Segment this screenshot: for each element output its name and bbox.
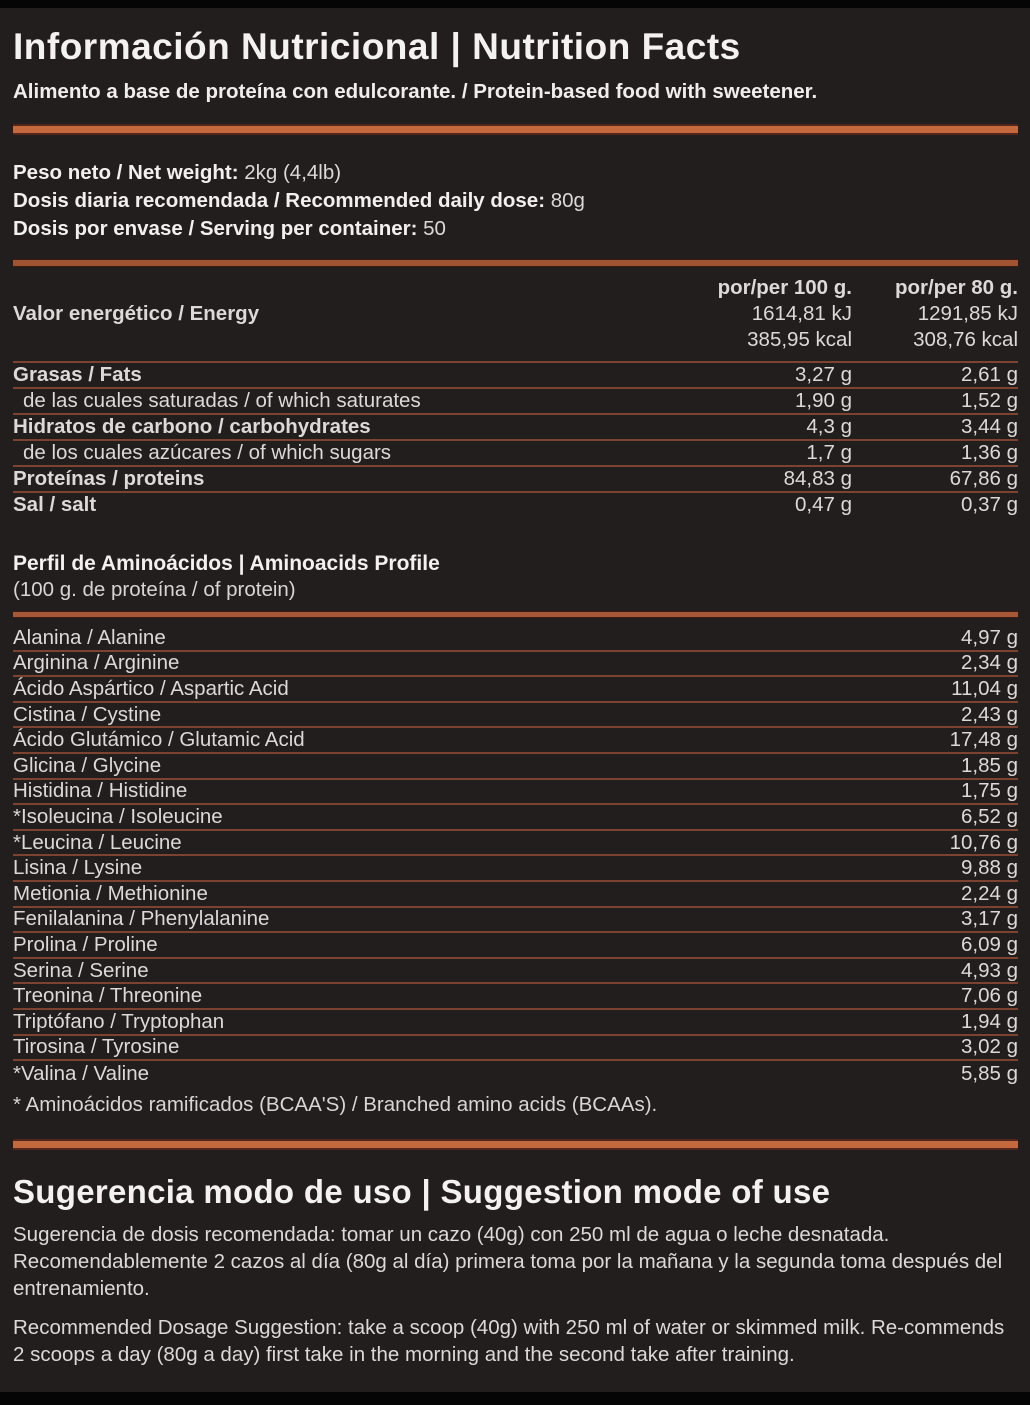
amino-row-phenylalanine [13, 908, 1018, 934]
amino-value: 6,09 g [961, 932, 1018, 956]
amino-value: 2,34 g [961, 651, 1018, 675]
salt-v80: 0,37 g [961, 493, 1018, 516]
amino-label: Glicina / Glycine [13, 753, 162, 777]
amino-label: Lisina / Lysine [13, 856, 143, 880]
bottom-border-bar [0, 1392, 1030, 1405]
amino-table [13, 626, 1018, 1087]
divider-rust-2 [13, 611, 1018, 618]
amino-value: 9,88 g [961, 856, 1018, 880]
amino-value: 3,17 g [961, 907, 1018, 931]
carbs-v80: 3,44 g [961, 415, 1018, 438]
sugars-label: de los cuales azúcares / of which sugars [23, 441, 392, 464]
amino-value: 4,97 g [961, 625, 1018, 649]
col-per-100g-header: por/per 100 g. [717, 276, 852, 299]
amino-value: 4,93 g [961, 958, 1018, 982]
amino-label: Fenilalanina / Phenylalanine [13, 907, 270, 931]
table-row-saturates [13, 387, 1018, 413]
amino-row-cystine [13, 703, 1018, 729]
amino-label: Tirosina / Tyrosine [13, 1035, 180, 1059]
salt-label: Sal / salt [13, 493, 97, 516]
col-per-80g-header: por/per 80 g. [894, 276, 1018, 299]
amino-value: 1,75 g [961, 779, 1018, 803]
amino-section-header [13, 551, 1018, 603]
daily-dose-label: Dosis diaria recomendada / Recommended daily dose: [13, 189, 546, 212]
usage-paragraph-english: Recommended Dosage Suggestion: take a scoop (40g) with 250 ml of water or skimmed milk. Re-commends 2 scoops a day (80g a day) first take in the morning and the second take after training. [13, 1315, 1005, 1366]
carbs-label: Hidratos de carbono / carbohydrates [13, 415, 371, 438]
amino-label: *Isoleucina / Isoleucine [13, 804, 223, 828]
proteins-label: Proteínas / proteins [13, 467, 205, 490]
amino-row-serine [13, 959, 1018, 985]
amino-row-glutamic-acid [13, 728, 1018, 754]
amino-subtitle: (100 g. de proteína / of protein) [13, 578, 296, 601]
bcaa-footnote: * Aminoácidos ramificados (BCAA'S) / Branched amino acids (BCAAs). [13, 1092, 658, 1116]
table-row-proteins [13, 465, 1018, 491]
fats-v100: 3,27 g [795, 363, 852, 386]
amino-label: Cistina / Cystine [13, 702, 162, 726]
net-weight-line [13, 159, 1018, 187]
usage-title: Sugerencia modo de uso | Suggestion mode of use [13, 1172, 831, 1210]
daily-dose-line [13, 187, 1018, 215]
amino-value: 17,48 g [949, 728, 1018, 752]
servings-line [13, 215, 1018, 243]
amino-label: Prolina / Proline [13, 932, 158, 956]
amino-label: Metionia / Methionine [13, 881, 208, 905]
energy-label: Valor energético / Energy [13, 302, 260, 325]
amino-label: Arginina / Arginine [13, 651, 180, 675]
table-row-salt [13, 491, 1018, 517]
amino-value: 2,43 g [961, 702, 1018, 726]
saturates-label: de las cuales saturadas / of which saturates [23, 389, 421, 412]
amino-value: 6,52 g [961, 804, 1018, 828]
amino-title: Perfil de Aminoácidos | Aminoacids Profile [13, 552, 440, 575]
page-subtitle: Alimento a base de proteína con edulcorante. / Protein-based food with sweetener. [13, 80, 818, 103]
amino-row-tyrosine [13, 1036, 1018, 1062]
energy-kj-100: 1614,81 kJ [751, 302, 852, 325]
energy-kcal-100: 385,95 kcal [747, 328, 852, 351]
amino-row-methionine [13, 882, 1018, 908]
table-row-sugars [13, 439, 1018, 465]
amino-value: 5,85 g [961, 1061, 1018, 1085]
nutrition-table [13, 275, 1018, 517]
amino-value: 2,24 g [961, 881, 1018, 905]
divider-rust-1 [13, 259, 1018, 267]
divider-orange-bottom [13, 1139, 1018, 1150]
amino-label: Alanina / Alanine [13, 625, 166, 649]
amino-row-arginine [13, 652, 1018, 678]
amino-row-proline [13, 933, 1018, 959]
servings-label: Dosis por envase / Serving per container: [13, 217, 418, 240]
daily-dose-value: 80g [550, 189, 585, 212]
amino-label: Serina / Serine [13, 958, 149, 982]
amino-row-valine [13, 1061, 1018, 1087]
amino-label: Histidina / Histidine [13, 779, 188, 803]
amino-label: Triptófano / Tryptophan [13, 1009, 225, 1033]
table-header-row [13, 275, 1018, 301]
amino-row-leucine [13, 831, 1018, 857]
table-row-carbohydrates [13, 413, 1018, 439]
divider-orange-top [13, 124, 1018, 135]
amino-label: Ácido Glutámico / Glutamic Acid [13, 728, 305, 752]
proteins-v100: 84,83 g [783, 467, 852, 490]
amino-value: 3,02 g [961, 1035, 1018, 1059]
amino-value: 10,76 g [949, 830, 1018, 854]
servings-value: 50 [423, 217, 446, 240]
energy-kj-80: 1291,85 kJ [917, 302, 1018, 325]
energy-row-kj [13, 301, 1018, 327]
amino-row-lysine [13, 856, 1018, 882]
carbs-v100: 4,3 g [806, 415, 852, 438]
energy-row-kcal [13, 327, 1018, 353]
sugars-v100: 1,7 g [806, 441, 852, 464]
amino-label: Treonina / Threonine [13, 984, 203, 1008]
amino-row-alanine [13, 626, 1018, 652]
amino-row-glycine [13, 754, 1018, 780]
saturates-v100: 1,90 g [795, 389, 852, 412]
product-info [13, 159, 1018, 243]
amino-value: 1,85 g [961, 753, 1018, 777]
label-content [0, 26, 1030, 1368]
fats-v80: 2,61 g [961, 363, 1018, 386]
amino-row-threonine [13, 984, 1018, 1010]
energy-kcal-80: 308,76 kcal [913, 328, 1018, 351]
amino-value: 7,06 g [961, 984, 1018, 1008]
usage-paragraph-spanish: Sugerencia de dosis recomendada: tomar un cazo (40g) con 250 ml de agua o leche desnatada. Recomendablemente 2 cazos al día (80g al día) primera toma por la mañana y la segunda toma después del entrenamiento. [13, 1222, 1003, 1300]
net-weight-value: 2kg (4,4lb) [244, 161, 342, 184]
amino-row-aspartic-acid [13, 677, 1018, 703]
amino-row-histidine [13, 780, 1018, 806]
proteins-v80: 67,86 g [949, 467, 1018, 490]
page-title: Información Nutricional | Nutrition Facts [13, 26, 741, 67]
fats-label: Grasas / Fats [13, 363, 142, 386]
sugars-v80: 1,36 g [961, 441, 1018, 464]
amino-row-isoleucine [13, 805, 1018, 831]
amino-value: 11,04 g [951, 676, 1018, 700]
amino-label: Ácido Aspártico / Aspartic Acid [13, 676, 289, 700]
amino-label: *Valina / Valine [13, 1061, 149, 1085]
nutrient-rows [13, 361, 1018, 517]
net-weight-label: Peso neto / Net weight: [13, 161, 239, 184]
salt-v100: 0,47 g [795, 493, 852, 516]
table-row-fats [13, 361, 1018, 387]
saturates-v80: 1,52 g [961, 389, 1018, 412]
amino-value: 1,94 g [961, 1009, 1018, 1033]
amino-label: *Leucina / Leucine [13, 830, 182, 854]
amino-row-tryptophan [13, 1010, 1018, 1036]
top-border-bar [0, 0, 1030, 8]
